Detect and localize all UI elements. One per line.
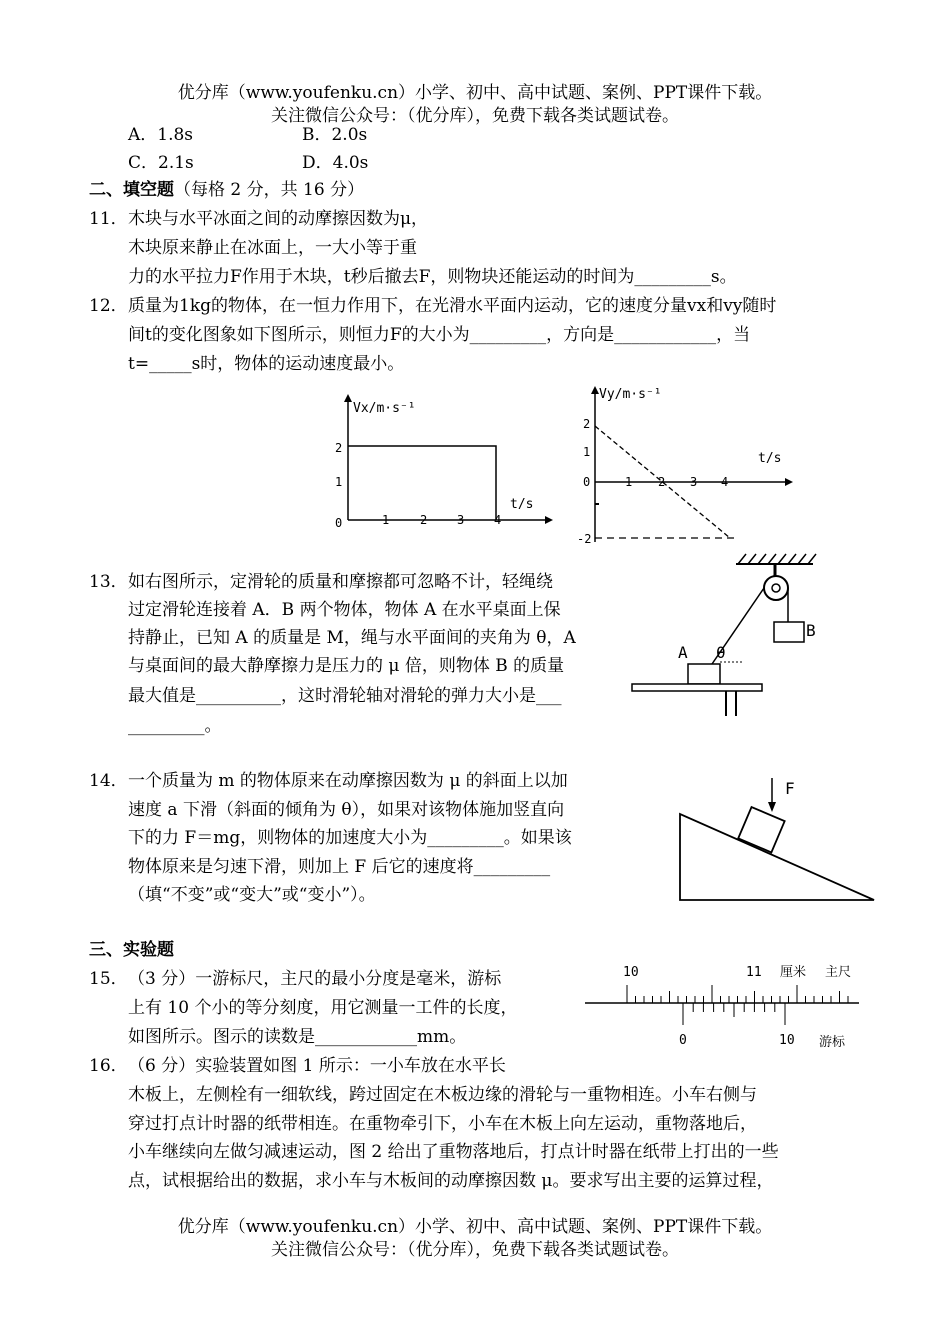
section-2-title: 二、填空题	[89, 180, 174, 200]
q16-number: 16．	[89, 1056, 128, 1076]
vx-ytick-2: 2	[335, 441, 343, 455]
main-scale-ticks	[627, 985, 848, 1003]
q16-line-1: （6 分）实验装置如图 1 所示：一小车放在水平长	[128, 1056, 506, 1076]
vx-xtick-3: 3	[457, 513, 465, 527]
vy-ytick-1: 1	[583, 445, 591, 459]
q16-line-4: 小车继续向左做匀减速运动，图 2 给出了重物落地后，打点计时器在纸带上打出的一些	[128, 1142, 779, 1162]
label-f: F	[785, 779, 795, 798]
vx-xtick-4: 4	[494, 513, 502, 527]
option-c: C．2.1s	[128, 153, 194, 173]
label-b: B	[806, 621, 816, 640]
vernier-figure	[583, 958, 863, 1053]
vy-x-label: t/s	[758, 451, 782, 466]
vy-origin: 0	[583, 475, 591, 489]
vy-xtick-3: 3	[690, 475, 698, 489]
vernier-10-label: 10	[779, 1033, 795, 1048]
q16-line-5: 点，试根据给出的数据，求小车与木板间的动摩擦因数 μ。要求写出主要的运算过程，	[128, 1171, 774, 1191]
q12-line-2: 间t的变化图象如下图所示，则恒力F的大小为_________，方向是____________，当	[128, 325, 751, 345]
q14-line-1: 一个质量为 m 的物体原来在动摩擦因数为 μ 的斜面上以加	[128, 771, 568, 791]
q13-number: 13．	[89, 572, 128, 592]
vx-xtick-2: 2	[420, 513, 428, 527]
section-3-heading: 三、实验题	[89, 940, 174, 960]
vx-graph	[325, 390, 555, 540]
q13-line-4: 与桌面间的最大静摩擦力是压力的 μ 倍，则物体 B 的质量	[128, 656, 565, 676]
section-2-note: （每格 2 分，共 16 分）	[174, 180, 365, 200]
header-line-1: 优分库（www.youfenku.cn）小学、初中、高中试题、案例、PPT课件下载。	[177, 83, 773, 103]
ceiling-hatch	[738, 554, 816, 564]
vx-ytick-1: 1	[335, 475, 343, 489]
main-10-label: 10	[623, 965, 639, 980]
vy-ytick-neg2: -2	[577, 532, 592, 546]
force-arrow-head	[768, 802, 776, 812]
vy-xtick-4: 4	[721, 475, 729, 489]
q13-line-5: 最大值是__________，这时滑轮轴对滑轮的弹力大小是___	[128, 686, 562, 706]
q11-number: 11．	[89, 209, 128, 229]
vy-graph	[575, 380, 805, 550]
q13-line-1: 如右图所示，定滑轮的质量和摩擦都可忽略不计，轻绳绕	[128, 572, 553, 592]
q14-line-3: 下的力 F＝mg，则物体的加速度大小为_________。如果该	[128, 828, 572, 848]
pulley-figure	[628, 550, 828, 720]
vy-y-label: Vy/m·s⁻¹	[599, 387, 662, 402]
section-2-heading	[89, 177, 364, 203]
label-theta: θ	[716, 643, 726, 662]
main-scale-label: 主尺	[825, 965, 852, 980]
q14-line-4: 物体原来是匀速下滑，则加上 F 后它的速度将_________	[128, 857, 551, 877]
vx-y-arrow	[344, 394, 352, 402]
q14-number: 14．	[89, 771, 128, 791]
q12-line-3: t=_____s时，物体的运动速度最小。	[128, 354, 405, 374]
q15-line-2: 上有 10 个小的等分刻度，用它测量一工件的长度，	[128, 998, 518, 1018]
main-11-label: 11	[746, 965, 762, 980]
pulley-axle	[772, 584, 780, 592]
q16-line-3: 穿过打点计时器的纸带相连。在重物牵引下，小车在木板上向左运动，重物落地后，	[128, 1114, 757, 1134]
q13-line-3: 持静止，已知 A 的质量是 M，绳与水平面间的夹角为 θ，A	[128, 628, 576, 648]
incline-figure	[672, 772, 882, 907]
q16-line-2: 木板上，左侧栓有一细软线，跨过固定在木板边缘的滑轮与一重物相连。小车右侧与	[128, 1085, 757, 1105]
vernier-label: 游标	[819, 1035, 846, 1050]
block-b	[774, 622, 804, 642]
q11-line-2: 木块原来静止在冰面上，一大小等于重	[128, 238, 417, 258]
vernier-scale-ticks	[683, 1003, 785, 1025]
vx-x-label: t/s	[510, 497, 534, 512]
q11-line-1: 木块与水平冰面之间的动摩擦因数为μ，	[128, 209, 429, 229]
option-a: A．1.8s	[128, 125, 194, 145]
q13-line-6: _________。	[128, 716, 222, 736]
vx-xtick-1: 1	[382, 513, 390, 527]
vx-y-label: Vx/m·s⁻¹	[353, 401, 416, 416]
vy-y-arrow	[591, 386, 599, 394]
q15-line-3: 如图所示。图示的读数是____________mm。	[128, 1027, 467, 1047]
q11-line-3: 力的水平拉力F作用于木块，t秒后撤去F，则物块还能运动的时间为_________s。	[128, 267, 737, 287]
table-top	[632, 684, 762, 691]
q13-line-2: 过定滑轮连接着 A．B 两个物体，物体 A 在水平桌面上保	[128, 600, 561, 620]
unit-label: 厘米	[780, 965, 807, 980]
vernier-0-label: 0	[679, 1033, 687, 1048]
label-a: A	[678, 643, 688, 662]
footer-line-2: 关注微信公众号：（优分库），免费下载各类试题试卷。	[271, 1240, 679, 1260]
vy-xtick-2: 2	[658, 475, 666, 489]
q12-number: 12．	[89, 296, 128, 316]
vx-origin: 0	[335, 516, 343, 530]
q15-line-1: （3 分）一游标尺，主尺的最小分度是毫米，游标	[128, 969, 502, 989]
option-d: D．4.0s	[302, 153, 369, 173]
footer-line-1: 优分库（www.youfenku.cn）小学、初中、高中试题、案例、PPT课件下载。	[177, 1217, 773, 1237]
vx-series-line	[348, 446, 496, 520]
q14-line-2: 速度 a 下滑（斜面的倾角为 θ），如果对该物体施加竖直向	[128, 800, 565, 820]
vy-xtick-1: 1	[625, 475, 633, 489]
q14-line-5: （填“不变”或“变大”或“变小”）。	[128, 885, 376, 905]
block-a	[688, 664, 720, 684]
vy-ytick-2: 2	[583, 417, 591, 431]
option-b: B．2.0s	[302, 125, 368, 145]
header-line-2: 关注微信公众号：（优分库），免费下载各类试题试卷。	[271, 106, 679, 126]
vx-x-arrow	[545, 516, 553, 524]
q12-line-1: 质量为1kg的物体，在一恒力作用下，在光滑水平面内运动，它的速度分量vx和vy随时	[128, 296, 777, 316]
q15-number: 15．	[89, 969, 128, 989]
vy-x-arrow	[785, 478, 793, 486]
